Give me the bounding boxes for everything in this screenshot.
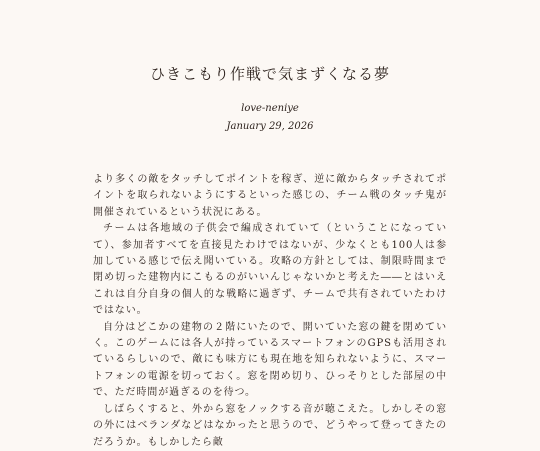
document-title: ひきこもり作戦で気まずくなる夢 (149, 65, 390, 83)
document-date: January 29, 2026 (226, 121, 314, 132)
paragraph: チームは各地域の子供会で編成されていて（ということになっていて）、参加者すべてを直接見たわけではないが、少なくとも100人は参加している感じで伝え聞いている。攻略の方針としては、制限時間まで閉め切った建物内にこもるのがいいんじゃないかと考えた――とはいえこれは自分自身の個人的な戦略に過ぎず、チームで共有されていたわけではない。 (93, 223, 447, 317)
paragraph: より多くの敵をタッチしてポイントを稼ぎ、逆に敵からタッチされてポイントを取られないようにするといった感じの、チーム戦のタッチ鬼が開催されているという状況にある。 (93, 174, 447, 218)
document-body (93, 172, 447, 451)
document-author: love-neniye (241, 103, 299, 114)
paragraph: しばらくすると、外から窓をノックする音が聴こえた。しかしその窓の外にはベランダなどはなかったと思うので、どうやって登ってきたのだろうか。もしかしたら敵 (93, 403, 447, 448)
document-header (0, 64, 540, 134)
paragraph: 自分はどこかの建物の２階にいたので、開いていた窓の鍵を閉めていく。このゲームには各人が持っているスマートフォンのGPSも活用されているらしいので、敵にも味方にも現在地を知られないように、スマートフォンの電源を切っておく。窓を閉め切り、ひっそりとした部屋の中で、ただ時間が過ぎるのを待つ。 (93, 321, 447, 399)
